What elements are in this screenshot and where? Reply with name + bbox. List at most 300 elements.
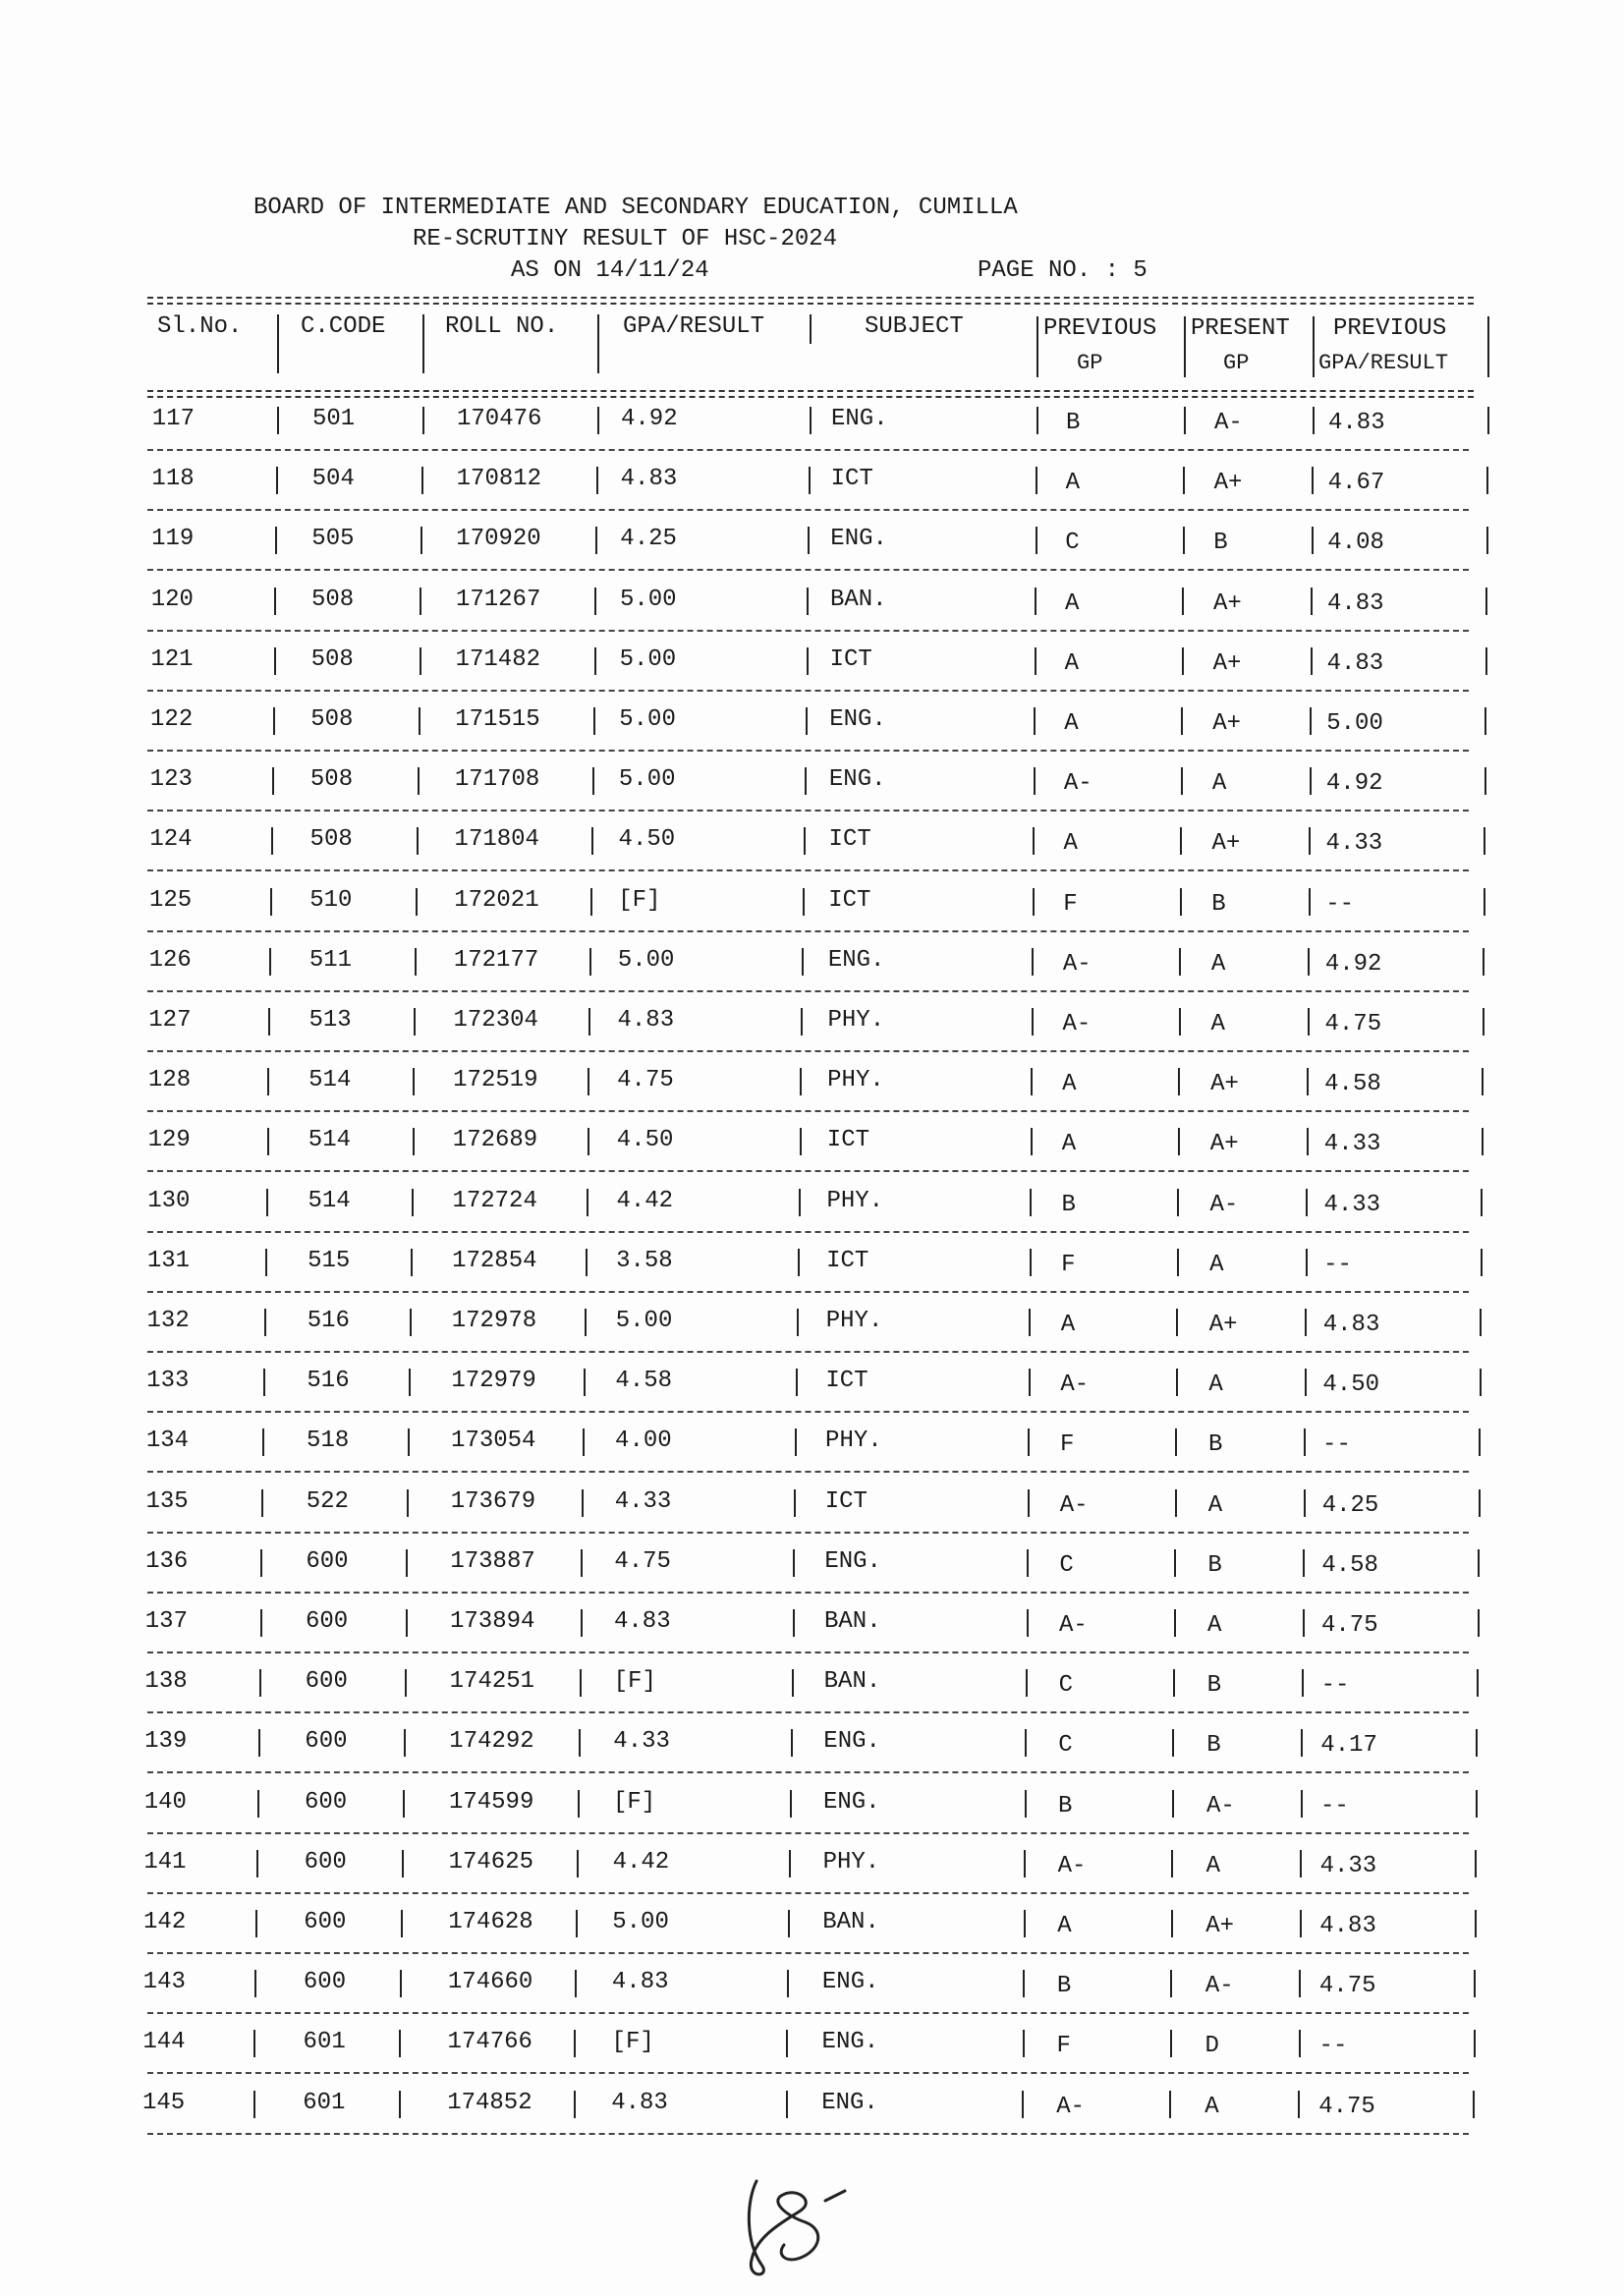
- column-divider: [1302, 1669, 1304, 1697]
- head-divider: [810, 314, 812, 344]
- cell-prev-gp: A-: [1057, 1852, 1087, 1879]
- cell-roll: 171515: [455, 706, 540, 733]
- cell-pres-gp: A: [1209, 1251, 1224, 1278]
- column-divider: [585, 1309, 587, 1336]
- cell-subject: BAN.: [824, 1608, 881, 1635]
- column-divider: [1484, 707, 1486, 735]
- cell-ccode: 600: [306, 1608, 349, 1635]
- row-separator: [147, 1050, 1469, 1052]
- column-divider: [1175, 1428, 1177, 1456]
- cell-subject: BAN.: [823, 1668, 881, 1696]
- row-separator: [147, 449, 1469, 451]
- cell-ccode: 508: [310, 645, 354, 673]
- column-divider: [1300, 1910, 1302, 1937]
- cell-prev-gpa: --: [1318, 2033, 1348, 2060]
- cell-pres-gp: A+: [1212, 649, 1242, 677]
- column-divider: [264, 1309, 266, 1336]
- column-divider: [265, 1249, 267, 1276]
- row-separator: [147, 810, 1469, 812]
- cell-sl: 129: [147, 1127, 191, 1154]
- column-divider: [1032, 948, 1034, 976]
- column-divider: [1480, 1369, 1482, 1396]
- column-divider: [803, 888, 805, 916]
- column-divider: [413, 1128, 415, 1155]
- column-divider: [1178, 1068, 1180, 1095]
- column-divider: [1027, 1549, 1029, 1577]
- cell-prev-gpa: 4.83: [1328, 410, 1385, 436]
- cell-roll: 174292: [449, 1728, 534, 1756]
- column-divider: [1023, 1970, 1025, 1997]
- column-divider: [1309, 888, 1311, 916]
- cell-pres-gp: A: [1207, 1612, 1222, 1639]
- column-divider: [794, 1489, 796, 1517]
- column-divider: [588, 1008, 590, 1036]
- row-separator: [147, 630, 1469, 632]
- column-divider: [276, 467, 278, 494]
- column-divider: [804, 827, 806, 855]
- cell-gpa: 4.83: [614, 1608, 671, 1635]
- cell-roll: 172021: [454, 886, 539, 914]
- row-separator: [147, 1711, 1469, 1713]
- column-divider: [1175, 1489, 1177, 1517]
- row-separator: [147, 569, 1469, 571]
- cell-ccode: 510: [309, 886, 353, 914]
- cell-prev-gp: A: [1063, 830, 1078, 858]
- column-divider: [1305, 1309, 1307, 1336]
- column-divider: [1482, 1128, 1484, 1155]
- cell-ccode: 601: [303, 2029, 346, 2056]
- cell-roll: 172854: [452, 1247, 537, 1274]
- cell-sl: 135: [145, 1487, 189, 1515]
- cell-ccode: 600: [304, 1909, 347, 1935]
- column-divider: [273, 707, 275, 735]
- cell-prev-gpa: 4.75: [1318, 2093, 1375, 2120]
- column-divider: [1035, 588, 1036, 615]
- column-divider: [805, 767, 807, 795]
- cell-subject: ICT: [826, 1127, 870, 1154]
- cell-subject: BAN.: [829, 586, 887, 613]
- column-divider: [270, 888, 272, 916]
- cell-gpa: 5.00: [618, 766, 676, 794]
- cell-subject: BAN.: [822, 1909, 879, 1935]
- column-divider: [1026, 1669, 1028, 1697]
- cell-prev-gp: A: [1064, 589, 1080, 617]
- col-subject: SUBJECT: [865, 313, 964, 340]
- column-divider: [1481, 1249, 1483, 1276]
- column-divider: [258, 1729, 260, 1757]
- row-separator: [147, 1291, 1469, 1293]
- column-divider: [1183, 527, 1185, 554]
- column-divider: [259, 1669, 261, 1697]
- cell-ccode: 511: [308, 946, 353, 974]
- column-divider: [790, 1790, 792, 1818]
- cell-subject: ENG.: [829, 706, 886, 733]
- row-separator: [147, 930, 1469, 932]
- col-ccode: C.CODE: [301, 313, 386, 340]
- column-divider: [415, 948, 417, 976]
- cell-gpa: 5.00: [615, 1308, 673, 1334]
- column-divider: [1481, 1189, 1483, 1216]
- cell-pres-gp: A: [1208, 1372, 1223, 1399]
- row-separator: [147, 1351, 1469, 1353]
- column-divider: [810, 407, 812, 434]
- column-divider: [409, 1369, 411, 1396]
- col-prev-gp-2: GP: [1077, 351, 1103, 375]
- column-divider: [277, 407, 279, 434]
- column-divider: [1024, 1910, 1026, 1937]
- cell-subject: ICT: [830, 466, 873, 493]
- column-divider: [1181, 767, 1183, 795]
- column-divider: [786, 2030, 788, 2057]
- cell-sl: 125: [148, 886, 193, 914]
- row-separator: [147, 2012, 1469, 2014]
- cell-roll: 172978: [451, 1308, 537, 1334]
- cell-roll: 174852: [447, 2089, 532, 2116]
- col-prev-gp-1: PREVIOUS: [1043, 315, 1157, 342]
- column-divider: [807, 588, 809, 615]
- cell-pres-gp: A: [1204, 2093, 1219, 2120]
- cell-gpa: 4.33: [613, 1728, 670, 1756]
- row-separator: [147, 1952, 1469, 1954]
- column-divider: [414, 1008, 416, 1036]
- column-divider: [269, 948, 271, 976]
- column-divider: [412, 1189, 414, 1216]
- column-divider: [1036, 467, 1037, 494]
- cell-gpa: 4.50: [618, 826, 676, 854]
- column-divider: [575, 1970, 577, 1997]
- column-divider: [407, 1489, 409, 1517]
- column-divider: [1025, 1729, 1027, 1757]
- col-gpa: GPA/RESULT: [623, 313, 765, 340]
- cell-prev-gpa: 4.58: [1324, 1071, 1381, 1098]
- cell-prev-gpa: 4.17: [1320, 1732, 1377, 1760]
- cell-ccode: 514: [308, 1127, 352, 1154]
- cell-gpa: 4.33: [614, 1487, 672, 1515]
- row-separator: [147, 509, 1469, 511]
- cell-ccode: 508: [309, 766, 354, 794]
- cell-gpa: 4.83: [620, 466, 678, 493]
- column-divider: [1301, 1729, 1303, 1757]
- column-divider: [583, 1428, 585, 1456]
- cell-sl: 117: [151, 406, 195, 432]
- column-divider: [1476, 1790, 1478, 1818]
- column-divider: [417, 827, 419, 855]
- cell-prev-gp: A: [1060, 1312, 1076, 1338]
- column-divider: [1298, 2091, 1300, 2118]
- cell-sl: 121: [150, 645, 194, 673]
- cell-pres-gp: A+: [1210, 1071, 1239, 1098]
- column-divider: [1483, 948, 1484, 976]
- column-divider: [1033, 827, 1035, 855]
- column-divider: [268, 1008, 270, 1036]
- column-divider: [271, 827, 273, 855]
- cell-subject: ENG.: [830, 526, 887, 553]
- cell-roll: 172724: [452, 1187, 537, 1214]
- column-divider: [1473, 2091, 1475, 2118]
- column-divider: [257, 1790, 259, 1818]
- cell-ccode: 600: [304, 1788, 348, 1816]
- cell-roll: 171482: [455, 645, 541, 673]
- cell-subject: PHY.: [826, 1187, 884, 1214]
- column-divider: [1486, 527, 1488, 554]
- cell-sl: 118: [151, 466, 195, 493]
- cell-prev-gp: B: [1057, 1792, 1073, 1820]
- row-separator: [147, 990, 1469, 992]
- column-divider: [261, 1489, 263, 1517]
- column-divider: [1304, 1428, 1306, 1456]
- column-divider: [589, 948, 591, 976]
- cell-prev-gp: F: [1061, 1251, 1076, 1278]
- cell-subject: PHY.: [825, 1308, 883, 1334]
- cell-gpa: 4.50: [616, 1127, 674, 1154]
- column-divider: [1484, 767, 1486, 795]
- column-divider: [594, 588, 596, 615]
- column-divider: [1311, 647, 1313, 675]
- cell-ccode: 516: [307, 1308, 350, 1334]
- column-divider: [272, 767, 274, 795]
- cell-roll: 171267: [455, 586, 541, 613]
- row-separator: [147, 2133, 1469, 2135]
- column-divider: [274, 647, 276, 675]
- cell-ccode: 600: [304, 1848, 347, 1876]
- column-divider: [1170, 1970, 1172, 1997]
- cell-prev-gpa: 4.33: [1325, 830, 1383, 858]
- column-divider: [590, 888, 592, 916]
- cell-gpa: 4.83: [617, 1007, 675, 1034]
- column-divider: [576, 1910, 578, 1937]
- column-divider: [401, 1910, 403, 1937]
- column-divider: [574, 2030, 576, 2057]
- column-divider: [1174, 1549, 1176, 1577]
- cell-subject: PHY.: [825, 1428, 882, 1455]
- column-divider: [1030, 1249, 1032, 1276]
- column-divider: [421, 467, 423, 494]
- column-divider: [1299, 1970, 1301, 1997]
- cell-subject: ENG.: [821, 2029, 879, 2056]
- cell-subject: ENG.: [822, 1788, 880, 1816]
- cell-gpa: 4.83: [611, 2089, 668, 2116]
- column-divider: [1179, 1008, 1181, 1036]
- column-divider: [402, 1850, 404, 1877]
- cell-roll: 172689: [452, 1127, 538, 1154]
- column-divider: [1310, 707, 1312, 735]
- cell-ccode: 522: [306, 1487, 349, 1515]
- column-divider: [1182, 588, 1184, 615]
- column-divider: [1180, 827, 1182, 855]
- column-divider: [1487, 407, 1489, 434]
- column-divider: [1029, 1309, 1031, 1336]
- cell-sl: 145: [141, 2089, 186, 2116]
- column-divider: [1304, 1489, 1306, 1517]
- column-divider: [1183, 467, 1185, 494]
- column-divider: [274, 588, 276, 615]
- column-divider: [1310, 767, 1312, 795]
- cell-sl: 134: [145, 1428, 190, 1455]
- cell-subject: ENG.: [823, 1728, 880, 1756]
- cell-gpa: [F]: [612, 1788, 656, 1816]
- cell-pres-gp: B: [1213, 530, 1228, 557]
- column-divider: [1484, 888, 1485, 916]
- column-divider: [799, 1189, 801, 1216]
- column-divider: [260, 1609, 262, 1637]
- column-divider: [1034, 707, 1036, 735]
- cell-sl: 122: [150, 706, 194, 733]
- cell-roll: 174660: [447, 1969, 533, 1996]
- column-divider: [792, 1669, 794, 1697]
- cell-prev-gp: A-: [1059, 1491, 1089, 1519]
- cell-pres-gp: A: [1207, 1491, 1223, 1519]
- cell-pres-gp: A+: [1209, 1131, 1239, 1158]
- column-divider: [1173, 1669, 1175, 1697]
- column-divider: [791, 1729, 793, 1757]
- column-divider: [1031, 1068, 1033, 1095]
- cell-prev-gpa: --: [1322, 1431, 1351, 1459]
- column-divider: [1181, 707, 1183, 735]
- column-divider: [798, 1249, 800, 1276]
- head-divider: [1184, 316, 1186, 377]
- column-divider: [1477, 1669, 1479, 1697]
- column-divider: [1299, 2030, 1301, 2057]
- cell-pres-gp: A-: [1209, 1191, 1239, 1218]
- cell-prev-gpa: 4.67: [1327, 470, 1385, 497]
- column-divider: [806, 707, 808, 735]
- column-divider: [1179, 948, 1181, 976]
- column-divider: [399, 2030, 401, 2057]
- cell-prev-gpa: 4.75: [1321, 1612, 1378, 1639]
- column-divider: [578, 1790, 580, 1818]
- cell-gpa: 4.75: [617, 1067, 674, 1094]
- column-divider: [577, 1850, 579, 1877]
- column-divider: [1177, 1249, 1179, 1276]
- cell-prev-gpa: 4.83: [1319, 1913, 1376, 1939]
- column-divider: [1309, 827, 1311, 855]
- cell-roll: 172979: [451, 1368, 536, 1395]
- column-divider: [595, 527, 597, 554]
- cell-prev-gp: A-: [1060, 1372, 1090, 1399]
- cell-gpa: 5.00: [619, 586, 677, 613]
- cell-sl: 124: [149, 826, 193, 854]
- cell-roll: 173679: [450, 1487, 536, 1515]
- cell-gpa: 4.92: [621, 406, 678, 432]
- column-divider: [1485, 647, 1487, 675]
- cell-prev-gpa: 4.75: [1324, 1011, 1382, 1037]
- cell-prev-gpa: 4.83: [1322, 1312, 1380, 1338]
- cell-roll: 170812: [456, 466, 542, 493]
- cell-pres-gp: A+: [1208, 1312, 1238, 1338]
- cell-sl: 141: [143, 1848, 187, 1876]
- cell-sl: 127: [148, 1007, 192, 1034]
- row-separator: [147, 1532, 1469, 1534]
- cell-ccode: 516: [307, 1368, 350, 1395]
- column-divider: [586, 1249, 588, 1276]
- cell-prev-gp: A: [1064, 710, 1079, 737]
- cell-gpa: 4.42: [612, 1848, 670, 1876]
- column-divider: [400, 1970, 402, 1997]
- cell-prev-gp: C: [1065, 530, 1080, 557]
- column-divider: [253, 2030, 255, 2057]
- column-divider: [1176, 1369, 1178, 1396]
- cell-prev-gpa: 4.58: [1321, 1551, 1378, 1579]
- cell-prev-gp: F: [1056, 2033, 1071, 2060]
- column-divider: [1479, 1428, 1481, 1456]
- cell-ccode: 515: [308, 1247, 351, 1274]
- cell-prev-gp: A: [1065, 470, 1081, 497]
- cell-roll: 170920: [456, 526, 541, 553]
- column-divider: [1308, 948, 1310, 976]
- column-divider: [1482, 1068, 1484, 1095]
- column-divider: [1182, 647, 1184, 675]
- column-divider: [420, 647, 421, 675]
- column-divider: [404, 1729, 406, 1757]
- row-separator: [147, 1411, 1469, 1413]
- column-divider: [419, 707, 420, 735]
- cell-pres-gp: A-: [1205, 1792, 1235, 1820]
- cell-prev-gpa: 4.75: [1318, 1973, 1376, 2000]
- cell-gpa: 4.83: [611, 1969, 669, 1996]
- cell-sl: 123: [149, 766, 193, 794]
- cell-prev-gp: F: [1060, 1431, 1075, 1459]
- cell-roll: 170476: [457, 406, 542, 432]
- cell-sl: 133: [146, 1368, 190, 1395]
- col-sl: Sl.No.: [157, 313, 243, 340]
- column-divider: [1305, 1369, 1307, 1396]
- column-divider: [574, 2091, 576, 2118]
- column-divider: [1023, 2030, 1025, 2057]
- column-divider: [786, 2091, 788, 2118]
- cell-prev-gpa: 4.33: [1323, 1131, 1381, 1158]
- cell-pres-gp: A: [1211, 770, 1227, 798]
- cell-prev-gp: B: [1056, 1973, 1072, 2000]
- cell-subject: ENG.: [828, 766, 886, 794]
- cell-ccode: 501: [312, 406, 356, 432]
- cell-prev-gp: A: [1062, 1071, 1077, 1098]
- column-divider: [1169, 2091, 1171, 2118]
- cell-subject: ENG.: [821, 2089, 878, 2116]
- header-rule-bottom: [147, 390, 1474, 392]
- cell-sl: 143: [142, 1969, 186, 1996]
- column-divider: [405, 1669, 407, 1697]
- cell-ccode: 600: [305, 1728, 348, 1756]
- column-divider: [266, 1189, 268, 1216]
- column-divider: [580, 1669, 582, 1697]
- column-divider: [1474, 1970, 1476, 1997]
- column-divider: [1478, 1609, 1480, 1637]
- signature-mark: [727, 2142, 884, 2289]
- column-divider: [597, 407, 599, 434]
- cell-prev-gpa: --: [1320, 1672, 1350, 1700]
- cell-ccode: 513: [308, 1007, 352, 1034]
- cell-roll: 174251: [449, 1668, 535, 1696]
- cell-prev-gpa: --: [1325, 890, 1354, 918]
- column-divider: [1171, 1850, 1173, 1877]
- cell-prev-gpa: --: [1323, 1251, 1352, 1278]
- column-divider: [254, 1970, 256, 1997]
- cell-roll: 171804: [454, 826, 539, 854]
- cell-pres-gp: A+: [1213, 470, 1243, 497]
- cell-pres-gp: B: [1207, 1551, 1222, 1579]
- cell-prev-gpa: 4.83: [1326, 589, 1384, 617]
- column-divider: [800, 1068, 802, 1095]
- cell-prev-gp: F: [1063, 890, 1078, 918]
- column-divider: [1024, 1850, 1026, 1877]
- cell-roll: 173054: [451, 1428, 536, 1455]
- cell-gpa: 4.25: [620, 526, 677, 553]
- column-divider: [418, 767, 420, 795]
- col-roll: ROLL NO.: [445, 313, 559, 340]
- column-divider: [1174, 1609, 1176, 1637]
- cell-sl: 144: [142, 2029, 186, 2056]
- column-divider: [1035, 647, 1036, 675]
